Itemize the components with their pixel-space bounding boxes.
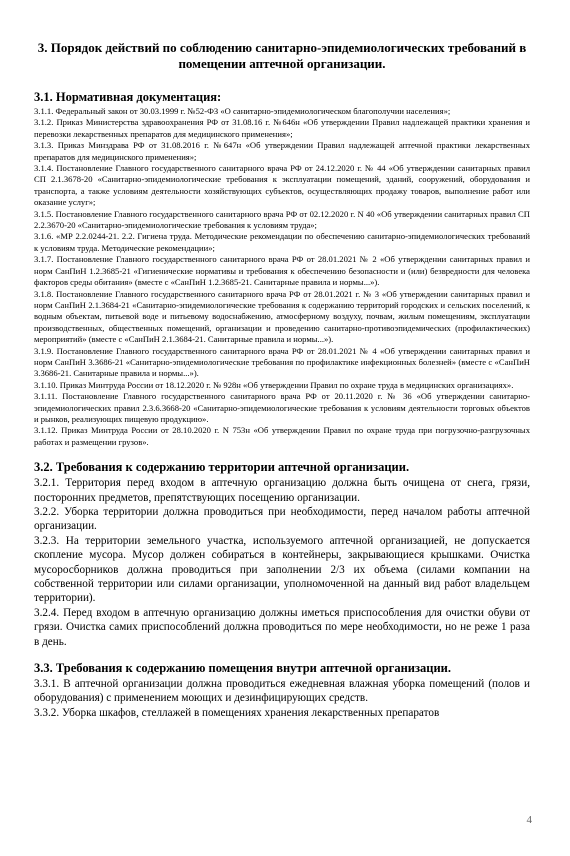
section-3-1-list [34, 106, 530, 448]
list-item: 3.1.2. Приказ Министерства здравоохранения РФ от 31.08.16 г. №646н «Об утверждении Правил надлежащей практики хранения и перевозки лекарственных препаратов для медицинского применения»; [34, 117, 530, 139]
section-3-1-heading: 3.1. Нормативная документация: [34, 90, 222, 104]
list-item: 3.1.7. Постановление Главного государственного санитарного врача РФ от 28.01.2021 № 2 «Об утверждении санитарных правил и норм СанПиН 1.2.3685-21 «Гигиенические нормативы и требования к обеспечению безопасности и (или) безвредности для человека факторов среды обитания» (вместе с «СанПиН 1.2.3685-21. Санитарные правила и нормы...»). [34, 254, 530, 288]
paragraph: 3.2.1. Территория перед входом в аптечную организацию должна быть очищена от снега, грязи, посторонних предметов, препятствующих посещению организации. [34, 477, 530, 504]
list-item: 3.1.3. Приказ Минздрава РФ от 31.08.2016 г. №647н «Об утверждении Правил надлежащей аптечной практики лекарственных препаратов для медицинского применения»; [34, 140, 530, 162]
paragraph: 3.2.4. Перед входом в аптечную организацию должны иметься приспособления для очистки обуви от грязи. Очистка самих приспособлений должна проводиться по мере необходимости, но не реже 1 раза в день. [34, 606, 530, 648]
page-number: 4 [526, 814, 532, 826]
section-3-3-body [34, 677, 530, 720]
list-item: 3.1.1. Федеральный закон от 30.03.1999 г. №52-ФЗ «О санитарно-эпидемиологическом благополучии населения»; [34, 106, 451, 116]
paragraph: 3.3.1. В аптечной организации должна проводиться ежедневная влажная уборка помещений (полов и оборудования) с применением моющих и дезинфицирующих средств. [34, 678, 530, 705]
list-item: 3.1.8. Постановление Главного государственного санитарного врача РФ от 28.01.2021 г. № 3 «Об утверждении санитарных правил и норм СанПиН 2.1.3684-21 «Санитарно-эпидемиологические требования к содержанию территорий городских и сельских поселений, к водным объектам, питьевой воде и питьевому водоснабжению, атмосферному воздуху, почвам, жилым помещениям, эксплуатации производственных, общественных помещений, организации и проведению санитарно-противоэпидемических (профилактических) мероприятий» (вместе с «СанПиН 2.1.3684-21. Санитарные правила и нормы...»). [34, 288, 530, 345]
paragraph: 3.2.3. На территории земельного участка, используемого аптечной организацией, не допускается скопление мусора. Мусор должен собираться в контейнеры, закрывающиеся крышками. Очистка мусоросборников должна проводиться при заполнении 2/3 их объема (силами компании на собственной территории или силами организации, уполномоченной на данный вид работ владельцем территории). [34, 534, 530, 605]
title-line-2: помещении аптечной организации. [178, 56, 386, 71]
list-item: 3.1.12. Приказ Минтруда России от 28.10.2020 г. N 753н «Об утверждении Правил по охране труда при погрузочно-разгрузочных работах и размещении грузов». [34, 425, 530, 447]
list-item: 3.1.6. «МР 2.2.0244-21. 2.2. Гигиена труда. Методические рекомендации по обеспечению санитарно-эпидемиологических требований к условиям труда. Методические рекомендации»; [34, 231, 530, 253]
paragraph: 3.3.2. Уборка шкафов, стеллажей в помещениях хранения лекарственных препаратов [34, 706, 440, 719]
section-3-3-heading: 3.3. Требования к содержанию помещения внутри аптечной организации. [34, 661, 452, 676]
list-item: 3.1.9. Постановление Главного государственного санитарного врача РФ от 28.01.2021 № 4 «Об утверждении санитарных правил и норм СанПиН 3.3686-21 «Санитарно-эпидемиологические требования по профилактике инфекционных болезней» (вместе с «СанПиН 3.3686-21. Санитарные правила и нормы...»). [34, 345, 530, 379]
list-item: 3.1.5. Постановление Главного государственного санитарного врача РФ от 02.12.2020 г. N 40 «Об утверждении санитарных правил СП 2.2.3670-20 «Санитарно-эпидемиологические требования к условиям труда»; [34, 208, 530, 231]
page-title [34, 40, 530, 72]
list-item: 3.1.4. Постановление Главного государственного санитарного врача РФ от 24.12.2020 г. № 44 «Об утверждении санитарных правил СП 2.1.3678-20 «Санитарно-эпидемиологические требования к эксплуатации помещений, зданий, сооружений, оборудования и транспорта, а также условиям деятельности хозяйствующих субъектов, осуществляющих продажу товаров, выполнение работ или оказание услуг»; [34, 163, 530, 208]
list-item: 3.1.11. Постановление Главного государственного санитарного врача РФ от 20.11.2020 г. № 36 «Об утверждении санитарно-эпидемиологических правил 2.3.6.3668-20 «Санитарно-эпидемиологические требования к условиям деятельности торговых объектов и рынков, реализующих пищевую продукцию». [34, 391, 530, 424]
list-item: 3.1.10. Приказ Минтруда России от 18.12.2020 г. № 928н «Об утверждении Правил по охране труда в медицинских организациях». [34, 379, 514, 390]
section-3-2-body [34, 476, 530, 649]
paragraph: 3.2.2. Уборка территории должна проводиться при необходимости, перед началом работы аптечной организации. [34, 506, 530, 533]
section-3-2-heading: 3.2. Требования к содержанию территории аптечной организации. [34, 460, 410, 475]
title-line-1: 3. Порядок действий по соблюдению санитарно-эпидемиологических требований в [37, 40, 527, 55]
